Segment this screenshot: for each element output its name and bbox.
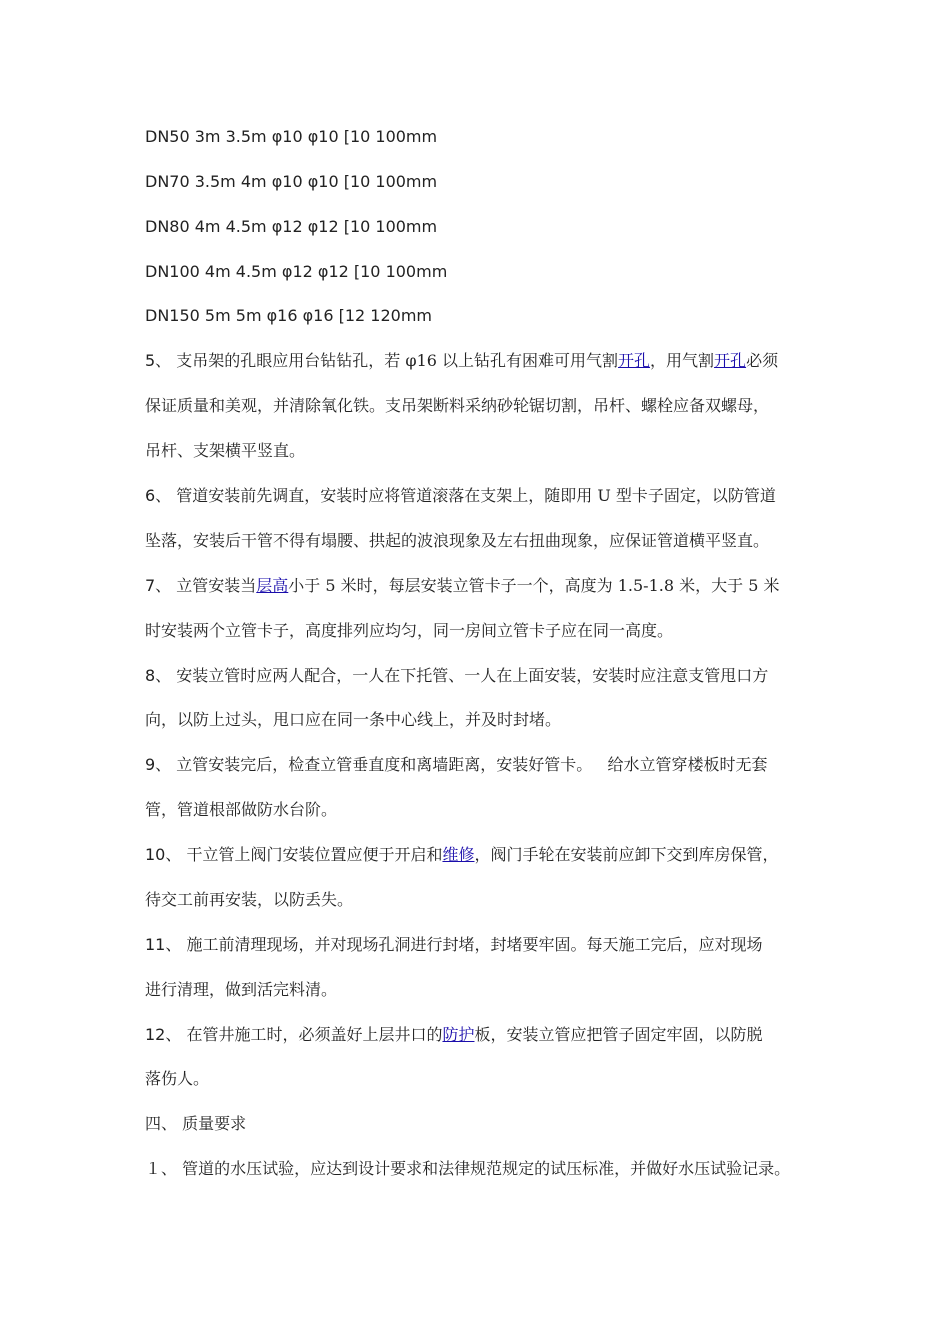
item-5-line-1 bbox=[145, 350, 850, 372]
item-number: 10、 bbox=[145, 845, 182, 864]
quality-item-1: １、 管道的水压试验，应达到设计要求和法律规范规定的试压标准，并做好水压试验记录。 bbox=[145, 1159, 791, 1178]
spec-row: DN80 4m 4.5m φ12 φ12 [10 100mm bbox=[145, 217, 438, 236]
item-8-line-2: 向，以防上过头，甩口应在同一条中心线上，并及时封堵。 bbox=[145, 710, 562, 729]
item-number: 7、 bbox=[145, 576, 172, 595]
item-number: 5、 bbox=[145, 351, 172, 370]
item-8-line-1 bbox=[145, 665, 850, 687]
item-10-line-1 bbox=[145, 844, 850, 866]
link-cenggao[interactable]: 层高 bbox=[256, 576, 289, 595]
item-11-line-1 bbox=[145, 934, 850, 956]
spec-row: DN100 4m 4.5m φ12 φ12 [10 100mm bbox=[145, 262, 448, 281]
link-kaikong[interactable]: 开孔 bbox=[618, 351, 651, 370]
item-text: 在管井施工时，必须盖好上层井口的 bbox=[181, 1025, 443, 1044]
item-text: 安装立管时应两人配合，一人在下托管、一人在上面安装，安装时应注意支管甩口方 bbox=[171, 666, 769, 685]
item-number: 9、 bbox=[145, 755, 172, 774]
item-12-line-2: 落伤人。 bbox=[145, 1069, 210, 1088]
item-11-line-2: 进行清理，做到活完料清。 bbox=[145, 980, 338, 999]
item-6-line-1 bbox=[145, 485, 850, 507]
item-6-line-2: 坠落，安装后干管不得有塌腰、拱起的波浪现象及左右扭曲现象，应保证管道横平竖直。 bbox=[145, 531, 770, 550]
item-7-line-2: 时安装两个立管卡子，高度排列应均匀，同一房间立管卡子应在同一高度。 bbox=[145, 621, 674, 640]
item-5-line-2: 保证质量和美观，并清除氧化铁。支吊架断料采纳砂轮锯切割，吊杆、螺栓应备双螺母， bbox=[145, 396, 770, 415]
item-5-line-3: 吊杆、支架横平竖直。 bbox=[145, 441, 306, 460]
item-text: 板，安装立管应把管子固定牢固，以防脱 bbox=[474, 1025, 763, 1044]
link-kaikong[interactable]: 开孔 bbox=[714, 351, 747, 370]
spec-row: DN150 5m 5m φ16 φ16 [12 120mm bbox=[145, 306, 433, 325]
item-number: 6、 bbox=[145, 486, 172, 505]
item-12-line-1 bbox=[145, 1024, 850, 1046]
link-fanghu[interactable]: 防护 bbox=[442, 1025, 475, 1044]
item-number: 12、 bbox=[145, 1025, 182, 1044]
item-10-line-2: 待交工前再安装，以防丢失。 bbox=[145, 890, 354, 909]
item-text: 立管安装当 bbox=[171, 576, 257, 595]
item-text: ，用气割 bbox=[650, 351, 715, 370]
item-text: 小于 5 米时，每层安装立管卡子一个，高度为 1.5-1.8 米，大于 5 米 bbox=[288, 576, 780, 595]
item-7-line-1 bbox=[145, 575, 850, 597]
link-weixiu[interactable]: 维修 bbox=[442, 845, 475, 864]
item-text: 必须 bbox=[746, 351, 779, 370]
item-9-line-1 bbox=[145, 754, 850, 776]
spec-row: DN70 3.5m 4m φ10 φ10 [10 100mm bbox=[145, 172, 438, 191]
spec-row: DN50 3m 3.5m φ10 φ10 [10 100mm bbox=[145, 127, 438, 146]
item-text: 立管安装完后，检查立管垂直度和离墙距离，安装好管卡。 给水立管穿楼板时无套 bbox=[171, 755, 768, 774]
item-text: ，阀门手轮在安装前应卸下交到库房保管， bbox=[474, 845, 779, 864]
item-9-line-2: 管，管道根部做防水台阶。 bbox=[145, 800, 338, 819]
item-text: 干立管上阀门安装位置应便于开启和 bbox=[181, 845, 443, 864]
item-text: 管道安装前先调直，安装时应将管道滚落在支架上，随即用 U 型卡子固定，以防管道 bbox=[171, 486, 776, 505]
item-number: 11、 bbox=[145, 935, 182, 954]
section-heading: 四、 质量要求 bbox=[145, 1114, 247, 1133]
item-number: 8、 bbox=[145, 666, 172, 685]
item-text: 施工前清理现场，并对现场孔洞进行封堵，封堵要牢固。每天施工完后，应对现场 bbox=[181, 935, 763, 954]
item-text: 支吊架的孔眼应用台钻钻孔，若 φ16 以上钻孔有困难可用气割 bbox=[171, 351, 619, 370]
